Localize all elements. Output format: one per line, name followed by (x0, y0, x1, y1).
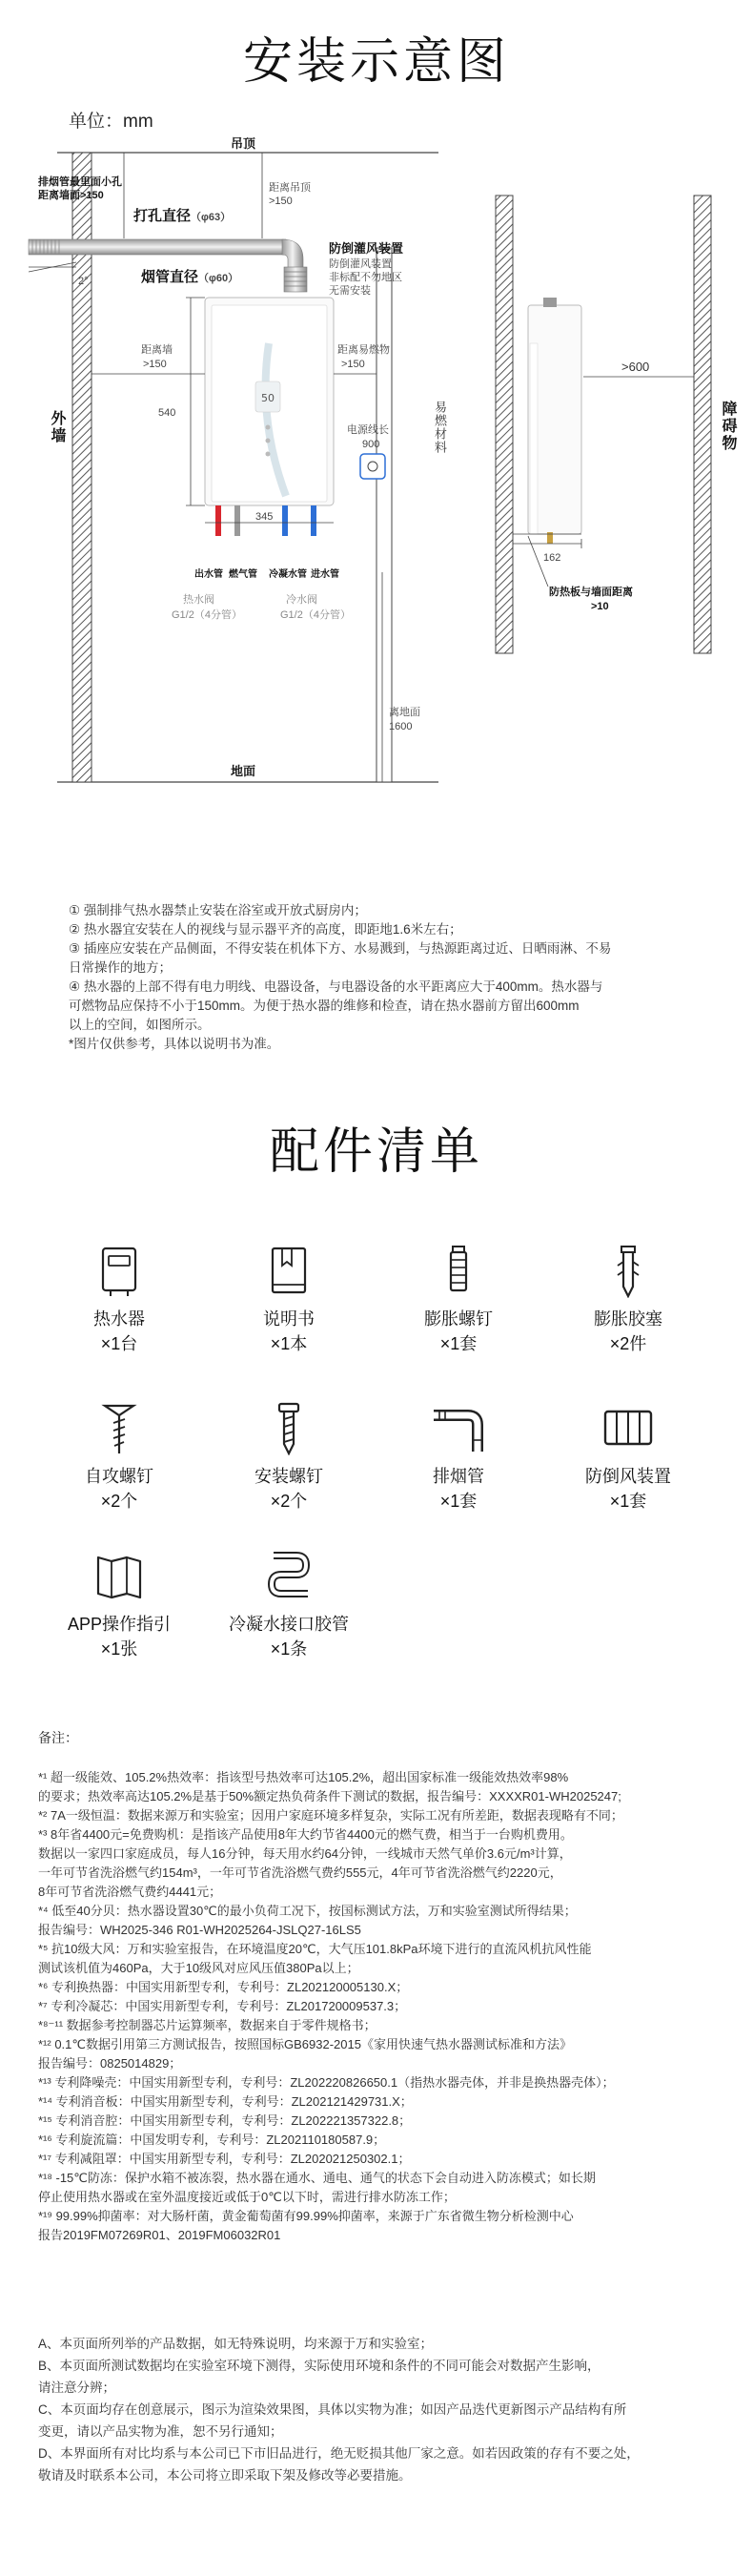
footnote-line: 的要求；热效率高达105.2%是基于50%额定热负荷条件下测试的数据，报告编号：XXXXR01-WH2025247; (38, 1789, 621, 1803)
footnotes (38, 1728, 724, 2245)
part-item (38, 1245, 200, 1355)
angle-label: 2° (78, 276, 89, 287)
part-qty: ×1套 (439, 1334, 478, 1353)
part-item (208, 1550, 370, 1660)
part-item (208, 1402, 370, 1513)
footnote-line: *¹⁵ 专利消音腔：中国实用新型专利，专利号：ZL202221357322.8； (38, 2113, 412, 2128)
flammable-dist-label: 距离易燃物 (337, 344, 390, 356)
windproof-sub-2: 非标配不勿地区 (329, 272, 402, 283)
parts-title: 配件清单 (269, 1124, 483, 1180)
part-item (208, 1245, 370, 1355)
part-item (547, 1245, 709, 1355)
exhaust-pipe-icon (430, 1402, 487, 1455)
obstacle-label: 障碍物 (720, 401, 736, 452)
floor-label: 地面 (231, 764, 256, 778)
install-notes (69, 901, 698, 1054)
part-qty: ×1条 (270, 1639, 308, 1659)
app-guide-icon (92, 1550, 146, 1603)
part-name: 自攻螺钉 (85, 1467, 153, 1486)
footnote-line: 数据以一家四口家庭成员，每人16分钟，每天用水约64分钟，一线城市天然气单价3.6元/m³计算， (38, 1846, 572, 1861)
install-diagram (0, 0, 753, 839)
footnote-line: *⁶ 专利换热器：中国实用新型专利，专利号：ZL202120005130.X； (38, 1980, 409, 1994)
part-name: 冷凝水接口胶管 (229, 1615, 349, 1634)
part-item (38, 1402, 200, 1513)
condensate-hose-icon (262, 1550, 315, 1603)
part-item (377, 1245, 539, 1355)
footnote-line: *³ 8年省4400元=免费购机：是指该产品使用8年大约节省4400元的燃气费，相当于一台购机费用。 (38, 1827, 573, 1842)
part-name: 膨胀胶塞 (594, 1309, 662, 1329)
part-qty: ×2件 (609, 1334, 647, 1353)
disclaimer-line: D、本界面所有对比均系与本公司已下市旧品进行，绝无贬损其他厂家之意。如若因政策的存有不要之处， (38, 2446, 640, 2461)
svg-text:50: 50 (261, 392, 275, 404)
board-distance-value: >10 (591, 601, 609, 612)
install-title: 安装示意图 (242, 34, 510, 90)
disclaimer-line: 敬请及时联系本公司，本公司将立即采取下架及修改等必要措施。 (38, 2468, 412, 2483)
gas-pipe (234, 505, 240, 536)
floor-dist-value: 1600 (389, 721, 413, 732)
windproof-sub-3: 无需安装 (329, 285, 371, 297)
disclaimer-line: B、本页面所测试数据均在实验室环境下测得，实际使用环境和条件的不同可能会对数据产生影响， (38, 2359, 600, 2373)
inlet-pipe-label: 进水管 (311, 569, 339, 580)
note-line: ④ 热水器的上部不得有电力明线、电器设备，与电器设备的水平距离应大于400mm。热水器与 (69, 979, 603, 994)
outer-wall-label: 外墙 (49, 410, 65, 444)
wall-dist-value: >150 (143, 359, 167, 370)
note-line: *图片仅供参考，具体以说明书为准。 (69, 1037, 280, 1051)
outlet-pipe-label: 出水管 (194, 569, 223, 580)
footnote-line: 报告编号：WH2025-346 R01-WH2025264-JSLQ27-16LS5 (38, 1923, 361, 1937)
note-line: 日常操作的地方； (69, 960, 172, 975)
footnote-line: *¹² 0.1℃数据引用第三方测试报告，按照国标GB6932-2015《家用快速气热水器测试标准和方法》 (38, 2037, 572, 2051)
floor-dist-label: 离地面 (389, 707, 420, 718)
parts-grid (38, 1245, 715, 1693)
manual-icon (265, 1245, 313, 1298)
condensate-pipe-label: 冷凝水管 (269, 569, 307, 580)
part-name: 排烟管 (433, 1467, 484, 1486)
part-qty: ×2个 (270, 1492, 308, 1511)
footnote-line: *¹⁸ -15℃防冻：保护水箱不被冻裂，热水器在通水、通电、通气的状态下会自动进入防冻模式；如长期 (38, 2171, 596, 2185)
part-qty: ×1台 (100, 1334, 138, 1353)
footnote-line: *² 7A一级恒温：数据来源万和实验室；因用户家庭环境多样复杂，实际工况有所差距，数据表现略有不同； (38, 1808, 623, 1823)
footnote-line: 一年可节省洗浴燃气约154m³，一年可节省洗浴燃气费约555元，4年可节省洗浴燃气约2220元， (38, 1865, 562, 1880)
footnote-line: 8年可节省洗浴燃气费约4441元； (38, 1885, 222, 1899)
part-qty: ×1本 (270, 1334, 308, 1353)
outlet-pipe (215, 505, 221, 536)
board-distance-label: 防热板与墙面距离 (549, 587, 633, 598)
footnotes-title: 备注： (38, 1730, 78, 1745)
gas-pipe-label: 燃气管 (229, 569, 257, 580)
disclaimer (38, 2334, 724, 2487)
footnote-line: *⁸⁻¹¹ 数据参考控制器芯片运算频率，数据来自于零件规格书； (38, 2018, 376, 2032)
part-item (377, 1402, 539, 1513)
part-qty: ×1套 (439, 1492, 478, 1511)
windproof-sub-1: 防倒灌风装置 (329, 258, 392, 270)
unit-label: 单位：mm (69, 112, 153, 132)
side-wall (496, 196, 513, 653)
expansion-plug-icon (604, 1245, 652, 1298)
footnote-line: 报告编号：0825014829； (38, 2056, 182, 2071)
footnote-line: *⁵ 抗10级大风：万和实验室报告，在环境温度20℃，大气压101.8kPa环境下进行的直流风机抗风性能 (38, 1942, 592, 1956)
cold-valve-label: 冷水阀 (286, 594, 317, 606)
ceiling-dist-value: >150 (269, 196, 293, 207)
footnote-line: *¹⁴ 专利消音板：中国实用新型专利，专利号：ZL202121429731.X； (38, 2094, 413, 2109)
part-qty: ×1套 (609, 1492, 647, 1511)
windproof-title: 防倒灌风装置 (329, 241, 404, 256)
width-345: 345 (255, 511, 274, 523)
flammable-material-label: 易燃材料 (433, 401, 447, 454)
footnote-line: *⁷ 专利冷凝芯：中国实用新型专利，专利号：ZL201720009537.3； (38, 1999, 407, 2013)
disclaimer-line: A、本页面所列举的产品数据，如无特殊说明，均来源于万和实验室； (38, 2337, 434, 2351)
note-line: ② 热水器宜安装在人的视线与显示器平齐的高度，即距地1.6米左右； (69, 922, 462, 937)
exhaust-hole-dist: 距离墙面>150 (38, 190, 104, 201)
water-heater-icon (95, 1245, 143, 1298)
footnote-line: *¹⁹ 99.99%抑菌率：对大肠杆菌，黄金葡萄菌有99.99%抑菌率，来源于广东省微生物分析检测中心 (38, 2209, 574, 2223)
part-name: 说明书 (263, 1309, 315, 1329)
cold-valve-spec: G1/2（4分管） (280, 609, 351, 621)
part-name: APP操作指引 (67, 1615, 172, 1634)
flammable-wall (376, 248, 392, 782)
note-line: 以上的空间，如图所示。 (69, 1018, 211, 1032)
ceiling-dist-label: 距离吊顶 (269, 182, 311, 194)
note-line: 可燃物品应保持不小于150mm。为便于热水器的维修和检查，请在热水器前方留出600mm (69, 999, 580, 1013)
socket (360, 454, 385, 479)
cable-length-value: 900 (362, 439, 380, 450)
front-space-label: >600 (621, 360, 650, 374)
part-item (547, 1402, 709, 1513)
depth-162: 162 (543, 552, 561, 564)
part-item (38, 1550, 200, 1660)
note-line: ① 强制排气热水器禁止安装在浴室或开放式厨房内； (69, 903, 367, 917)
disclaimer-line: 请注意分辨； (38, 2380, 115, 2395)
install-screw-icon (265, 1402, 313, 1455)
disclaimer-line: C、本页面均存在创意展示，图示为渲染效果图，具体以实物为准；如因产品迭代更新图示产品结构有所 (38, 2402, 627, 2417)
flammable-dist-value: >150 (341, 359, 365, 370)
part-name: 热水器 (93, 1309, 145, 1329)
footnote-line: *⁴ 低至40分贝：热水器设置30℃的最小负荷工况下，按国标测试方法，万和实验室测试所得结果； (38, 1904, 577, 1918)
exhaust-pipe (29, 239, 286, 255)
cable-length-label: 电源线长 (347, 424, 389, 436)
disclaimer-line: 变更，请以产品实物为准，恕不另行通知； (38, 2424, 283, 2439)
inlet-pipe (311, 505, 316, 536)
footnote-line: 报告2019FM07269R01、2019FM06032R01 (38, 2228, 281, 2242)
condensate-pipe (282, 505, 288, 536)
hot-valve-label: 热水阀 (183, 594, 214, 606)
hot-valve-spec: G1/2（4分管） (172, 609, 242, 621)
self-tapping-screw-icon (95, 1402, 143, 1455)
part-qty: ×2个 (100, 1492, 138, 1511)
ceiling-label: 吊顶 (231, 136, 256, 151)
height-540: 540 (158, 407, 176, 419)
drill-diameter-label: 打孔直径（φ63） (133, 208, 232, 224)
expansion-bolt-icon (435, 1245, 482, 1298)
footnote-line: *¹ 超一级能效、105.2%热效率：指该型号热效率可达105.2%，超出国家标准一级能效热效率98% (38, 1770, 569, 1784)
part-name: 防倒风装置 (585, 1467, 671, 1486)
part-name: 安装螺钉 (254, 1467, 323, 1486)
footnote-line: *¹³ 专利降噪壳：中国实用新型专利，专利号：ZL202220826650.1（指热水器壳体，并非是换热器壳体）； (38, 2075, 615, 2090)
pipe-diameter-label: 烟管直径（φ60） (141, 269, 239, 285)
part-name: 膨胀螺钉 (424, 1309, 493, 1329)
footnote-line: *¹⁶ 专利旋流篇：中国发明专利，专利号：ZL202110180587.9； (38, 2133, 386, 2147)
footnote-line: 测试该机值为460Pa，大于10级风对应风压值380Pa以上； (38, 1961, 359, 1975)
anti-backdraft-icon (600, 1402, 657, 1455)
part-qty: ×1张 (100, 1639, 138, 1659)
wall-dist-label: 距离墙 (141, 344, 173, 356)
exhaust-hole-label: 排烟管最里面小孔 (38, 176, 122, 188)
footnote-line: 停止使用热水器或在室外温度接近或低于0℃以下时，需进行排水防冻工作； (38, 2190, 456, 2204)
note-line: ③ 插座应安装在产品侧面，不得安装在机体下方、水易溅到，与热源距离过近、日晒雨淋、不易 (69, 941, 612, 956)
footnote-line: *¹⁷ 专利减阻罩：中国实用新型专利，专利号：ZL202021250302.1； (38, 2152, 411, 2166)
obstacle-wall (694, 196, 711, 653)
